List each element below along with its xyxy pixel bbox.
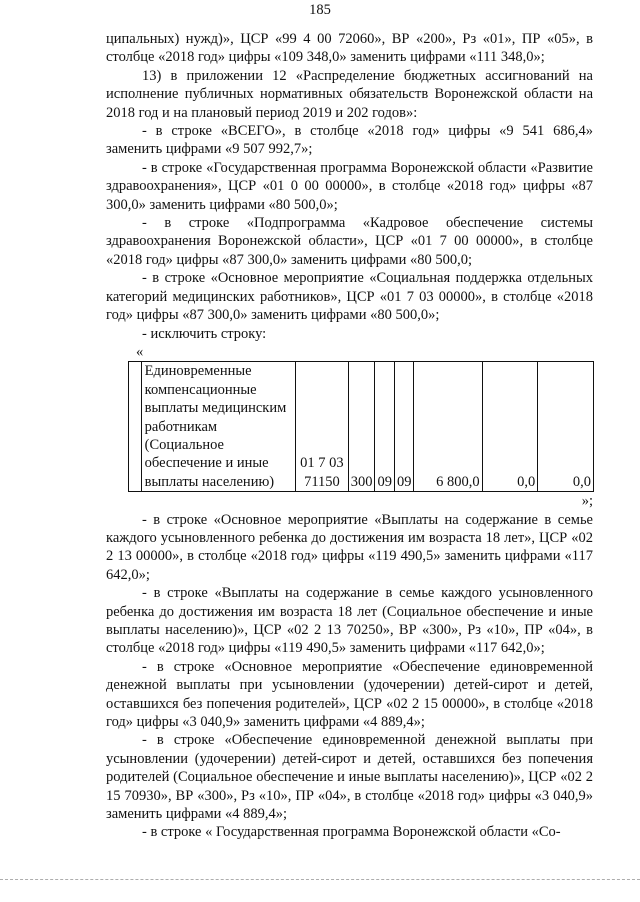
table-cell-2018: 6 800,0 <box>414 362 482 492</box>
paragraph: - в строке «Подпрограмма «Кадровое обеспечение системы здравоохранения Воронежской области», ЦСР «01 7 00 00000», в столбце «2018 год» цифры «87 300,0» заменить цифрами «80 500,0; <box>106 215 593 268</box>
scan-edge-line <box>0 879 640 880</box>
table-cell-csr: 01 7 03 71150 <box>296 362 349 492</box>
paragraph: - в строке « Государственная программа Воронежской области «Со- <box>142 824 561 841</box>
page-number: 185 <box>309 2 331 18</box>
paragraph: 13) в приложении 12 «Распределение бюджетных ассигнований на исполнение публичных нормативных обязательств Воронежской области на 2018 год и на плановый период 2019 и 202 годов»: <box>106 67 593 121</box>
document-body <box>106 30 593 842</box>
table-cell-vr: 300 <box>348 362 375 492</box>
table-row <box>129 362 594 492</box>
open-quote: « <box>136 343 144 360</box>
paragraph: - в строке «Выплаты на содержание в семье каждого усыновленного ребенка до достижения им возраста 18 лет (Социальное обеспечение и иные выплаты населению)», ЦСР «02 2 13 70250», ВР «300», Рз «10», ПР «04», в столбце «2018 год» цифры «119 490,5» заменить цифрами «117 642,0»; <box>106 585 593 657</box>
paragraph: - исключить строку: <box>142 325 267 342</box>
excluded-row-table <box>128 361 594 492</box>
paragraph: - в строке «Обеспечение единовременной денежной выплаты при усыновлении (удочерении) детей-сирот и детей, оставшихся без попечения родителей (Социальное обеспечение и иные выплаты населению)», ЦСР «02 2 15 70930», ВР «300», Рз «10», ПР «04», в столбце «2018 год» цифры «3 040,9» заменить цифрами «4 889,4»; <box>106 732 593 823</box>
paragraph: - в строке «Государственная программа Воронежской области «Развитие здравоохранения», ЦСР «01 0 00 00000», в столбце «2018 год» цифры «87 300,0» заменить цифрами «80 500,0»; <box>106 159 593 213</box>
paragraph: - в строке «Основное мероприятие «Обеспечение единовременной денежной выплаты при усыновлении (удочерении) детей-сирот и детей, оставшихся без попечения родителей», ЦСР «02 2 15 00000», в столбце «2018 год» цифры «3 040,9» заменить цифрами «4 889,4»; <box>106 658 593 731</box>
table-cell-pr: 09 <box>394 362 414 492</box>
paragraph: - в строке «Основное мероприятие «Выплаты на содержание в семье каждого усыновленного ребенка до достижения им возраста 18 лет», ЦСР «02 2 13 00000», в столбце «2018 год» цифры «119 490,5» заменить цифрами «117 642,0»; <box>106 511 593 583</box>
paragraph: ципальных) нужд)», ЦСР «99 4 00 72060», ВР «200», Рз «01», ПР «05», в столбце «2018 год» цифры «109 348,0» заменить цифрами «111 348,0»; <box>106 31 593 66</box>
table-cell-2019: 0,0 <box>482 362 538 492</box>
paragraph: - в строке «Основное мероприятие «Социальная поддержка отдельных категорий медицинских работников», ЦСР «01 7 03 00000», в столбце «2018 год» цифры «87 300,0» заменить цифрами «80 500,0»; <box>106 270 593 324</box>
table-cell-rz: 09 <box>375 362 395 492</box>
table-cell-name: Единовременные компенсационные выплаты медицинским работникам (Социальное обеспечение и иные выплаты населению) <box>141 362 296 492</box>
close-quote: »; <box>581 493 593 510</box>
table-cell-2020: 0,0 <box>538 362 594 492</box>
paragraph: - в строке «ВСЕГО», в столбце «2018 год» цифры «9 541 686,4» заменить цифрами «9 507 992,7»; <box>106 123 593 158</box>
table-cell-blank <box>129 362 142 492</box>
